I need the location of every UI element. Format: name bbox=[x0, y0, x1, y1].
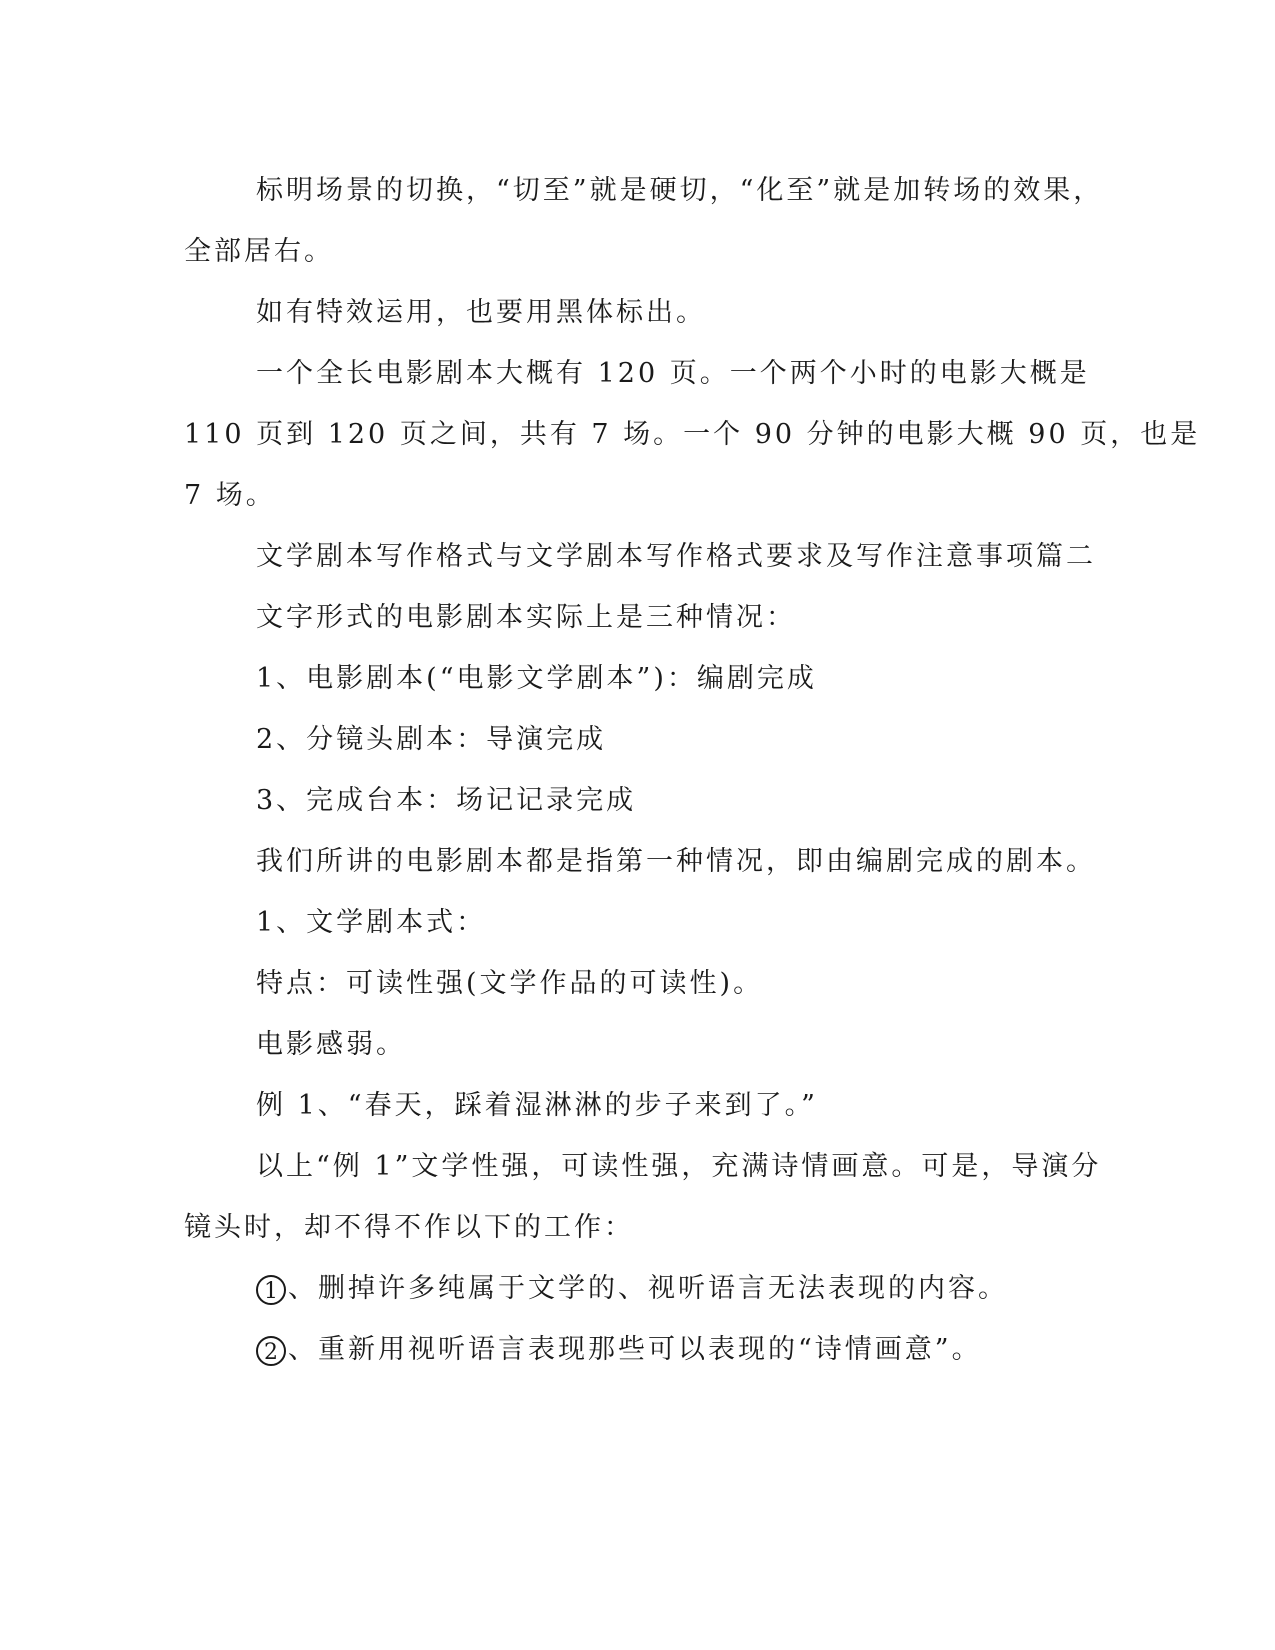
list-item: 1、文学剧本式： bbox=[256, 907, 487, 938]
paragraph-line: 如有特效运用，也要用黑体标出。 bbox=[256, 297, 706, 328]
list-item: 1、电影剧本(“电影文学剧本”)：编剧完成 bbox=[256, 663, 817, 694]
numbered-item-text: 、重新用视听语言表现那些可以表现的“诗情画意”。 bbox=[288, 1334, 982, 1365]
paragraph-line: 电影感弱。 bbox=[256, 1029, 406, 1060]
paragraph-line: 一个全长电影剧本大概有 120 页。一个两个小时的电影大概是 bbox=[256, 358, 1090, 389]
paragraph-line: 我们所讲的电影剧本都是指第一种情况，即由编剧完成的剧本。 bbox=[256, 846, 1096, 877]
numbered-item-text: 、删掉许多纯属于文学的、视听语言无法表现的内容。 bbox=[288, 1273, 1008, 1304]
paragraph-line: 文字形式的电影剧本实际上是三种情况： bbox=[256, 602, 796, 633]
example-line: 例 1、“春天，踩着湿淋淋的步子来到了。” bbox=[256, 1090, 818, 1121]
numbered-item bbox=[184, 1258, 1064, 1319]
list-item: 2、分镜头剧本：导演完成 bbox=[256, 724, 607, 755]
paragraph-line: 标明场景的切换，“切至”就是硬切，“化至”就是加转场的效果， bbox=[256, 175, 1104, 206]
section-heading: 文学剧本写作格式与文学剧本写作格式要求及写作注意事项篇二 bbox=[256, 541, 1096, 572]
numbered-item bbox=[184, 1319, 1064, 1380]
paragraph-line: 镜头时，却不得不作以下的工作： bbox=[184, 1212, 634, 1243]
paragraph-line: 7 场。 bbox=[184, 480, 276, 511]
paragraph-line: 特点：可读性强(文学作品的可读性)。 bbox=[256, 968, 764, 999]
document-body bbox=[184, 160, 1201, 1380]
paragraph-line: 110 页到 120 页之间，共有 7 场。一个 90 分钟的电影大概 90 页，也是 bbox=[184, 419, 1201, 450]
paragraph-line: 全部居右。 bbox=[184, 236, 334, 267]
list-item: 3、完成台本：场记记录完成 bbox=[256, 785, 637, 816]
paragraph-line: 以上“例 1”文学性强，可读性强，充满诗情画意。可是，导演分 bbox=[256, 1151, 1102, 1182]
circled-number-marker: 1 bbox=[256, 1275, 286, 1305]
circled-number-marker: 2 bbox=[256, 1336, 286, 1366]
